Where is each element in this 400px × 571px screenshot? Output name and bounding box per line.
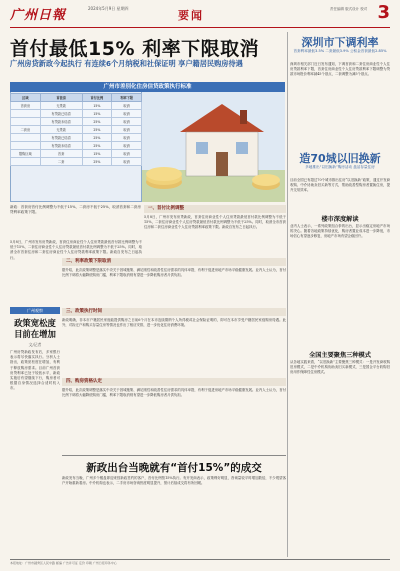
table-cell: 有贷款未结清 [40, 118, 82, 126]
body-text: 5月8日，广州市发布房贷新政，首套住房商业性个人住房贷款最低首付款比例调整为不低于15%，二套住房商业性个人住房贷款最低首付款比例调整为不低于25%。同时，取消全市首套住房和二套住房商业性个人住房贷款利率政策下限。新政自发布之日起执行。 [144, 215, 286, 230]
table-cell: 15% [82, 150, 112, 158]
table-cell: 取消 [112, 142, 142, 150]
table-cell: 15% [82, 102, 112, 110]
table-cell: 取消 [112, 134, 142, 142]
table-row [11, 142, 142, 150]
section-subtitle: 二、利率政策下限取消 [62, 258, 286, 266]
footer-rule [10, 559, 390, 560]
table-header: 首套房 [40, 94, 82, 102]
newspaper-logo: 广州日報 [10, 8, 67, 23]
table-caption: 新政：首套房首付比例调整为不低于15%，二套房不低于25%，取消首套和二套房贷利率政策下限。 [10, 205, 141, 215]
sidebar-text: 业内人士表示，一系列政策组合拳的出台，显示出稳定房地产市场的决心。随着各地政策持续优化，购房者置业成本进一步降低，市场信心有望逐步修复，房地产市场有望企稳回升。 [290, 224, 390, 239]
policy-table [10, 93, 142, 166]
body-text: 据介绍，此次政策调整是落实中央关于因城施策、满足刚性和改善性住房需求的具体举措，有利于促进房地产市场平稳健康发展。业内人士认为，首付比例下调将大幅降低购房门槛，利率下限取消则有望进一步降低购房者月供负担。 [62, 268, 286, 278]
body-text: 据介绍，此次政策调整是落实中央关于因城施策、满足刚性和改善性住房需求的具体举措，有利于促进房地产市场平稳健康发展。业内人士认为，首付比例下调将大幅降低购房门槛，利率下限取消则有望进一步降低购房者月供负担。 [62, 388, 286, 398]
table-header: 首付比例 [82, 94, 112, 102]
table-cell [11, 134, 41, 142]
sidebar-text-trade-in: 目前全国已有超过70个城市推出住房“以旧换新”政策，通过开发商收购、中介协助卖旧买新等方式，帮助改善型购房者置换住房，提升交易效率。 [290, 178, 390, 193]
table-cell: 有贷款已结清 [40, 110, 82, 118]
table-cell: 25% [82, 158, 112, 166]
table-cell [11, 118, 41, 126]
main-subhead: 广州房贷新政今起执行 有连续6个月纳税和社保证明 享户籍居民购房待遇 [10, 59, 243, 68]
sidebar-text-shenzhen: 深圳市相关部门近日发布通知，下调首套和二套住房商业性个人住房贷款利率下限，首套住房商业性个人住房贷款利率下限调整为贷款市场报价利率减45个基点，二套调整为减5个基点。 [290, 62, 390, 77]
table-cell: 首套 [40, 150, 82, 158]
editors-credit: 责任编辑 版式设计 校对 [330, 7, 368, 11]
table-cell: 取消 [112, 102, 142, 110]
sidebar-title: 楼市深度解读 [321, 216, 359, 223]
table-row [11, 134, 142, 142]
table-row [11, 126, 142, 134]
commentary-author: 文/记者 [28, 342, 42, 347]
sidebar-title: 全国主要聚焦三种模式 [309, 352, 371, 359]
section-subtitle: 四、购房资格认定 [62, 378, 286, 386]
table-row [11, 158, 142, 166]
sidebar-text: 从各地实践来看，“以旧换新”主要聚焦三种模式：一是开发商收购旧房模式，二是中介机构协助卖旧买新模式，三是国企平台收购旧房用作保障性住房模式。 [290, 360, 390, 375]
table-cell: 无贷款 [40, 126, 82, 134]
column-divider [287, 32, 288, 557]
commentary-title: 政策宽松度目前在增加 [14, 318, 56, 339]
table-cell: 取消 [112, 126, 142, 134]
table-cell: 首套房 [11, 102, 41, 110]
table-header: 区域 [11, 94, 41, 102]
table-cell: 取消 [112, 118, 142, 126]
table-cell [11, 110, 41, 118]
table-cell: 无贷款 [40, 102, 82, 110]
table-cell: 取消 [112, 110, 142, 118]
table-title: 广州市差别化住房信贷政策执行标准 [10, 82, 285, 92]
table-cell: 有贷款未结清 [40, 142, 82, 150]
table-row [11, 102, 142, 110]
section-subtitle: 三、政策执行时间 [62, 308, 286, 316]
masthead-rule [10, 27, 390, 28]
table-cell [11, 142, 41, 150]
commentary-text: 广州房贷新政发布后，多家银行表示将尽快落实执行。分析人士指出，政策宽松度在增加，有利于释放购房需求。目前广州首套房贷利率已处于较低水平，新政实施后有望继续下行，购房者可根据自身情况选择合适时机入市。 [10, 350, 60, 391]
column-tag: 广州观察 [10, 307, 60, 314]
sidebar-subhead-trade-in: 多地推出“以旧换新”购房活动 盘活存量住房 [305, 165, 375, 169]
table-row [11, 150, 142, 158]
table-cell: 二套 [40, 158, 82, 166]
bottom-text: 新政发布当晚，广州多个楼盘即迎来按新政签约的客户，首付比例按15%执行。有开发商表示，政策利好明显，咨询量较平时增加数倍，不少观望客户开始重新看房。中介机构也表示，二手房市场咨询热度明显提升，预计后续成交将有所回暖。 [62, 476, 286, 486]
body-text: 新政明确，非本市户籍居民家庭能提供购房之日前6个月在本市连续缴纳个人所得税或社会保险证明的，即可在本市享受户籍居民家庭购房待遇。此外，对拆迁户和购买存量住房等情况也作出了相应安排，进一步优化住房消费环境。 [62, 318, 286, 328]
table-body [11, 102, 142, 166]
section-subtitle: 一、首付比例调整 [144, 205, 286, 213]
house-illustration [142, 92, 285, 202]
table-row [11, 118, 142, 126]
issue-date: 2024年5月9日 星期四 [88, 6, 129, 11]
table-cell: 取消 [112, 158, 142, 166]
sidebar-headline-shenzhen: 深圳市下调利率 [301, 36, 379, 49]
table-cell: 25% [82, 134, 112, 142]
table-cell: 二套房 [11, 126, 41, 134]
footer: 本报地址：广州市越秀区人民中路 邮编 广告许可证 定价 印刷 广州日报印务中心 [10, 561, 117, 565]
table-cell [11, 158, 41, 166]
page-number: 3 [377, 2, 390, 23]
section-name: 要闻 [178, 9, 204, 22]
table-cell: 25% [82, 118, 112, 126]
lead-text: 5月8日，广州市发布房贷新政，首套住房商业性个人住房贷款最低首付款比例调整为不低于15%，二套住房商业性个人住房贷款最低首付款比例调整为不低于25%。同时，取消全市首套住房和二套住房商业性个人住房贷款利率政策下限。新政自发布之日起执行。 [10, 240, 142, 260]
divider [62, 455, 286, 456]
table-row [11, 110, 142, 118]
sidebar-subhead-shenzhen: 首套利率最低3.5% 二套最低3.9% 公积金首套最低2.85% [293, 49, 387, 53]
bottom-headline: 新政出台当晚就有“首付15%”的成交 [86, 462, 262, 474]
table-cell: 限购区域 [11, 150, 41, 158]
table-cell: 25% [82, 142, 112, 150]
table-header: 利率下限 [112, 94, 142, 102]
main-headline: 首付最低15% 利率下限取消 [10, 38, 260, 60]
table-cell: 25% [82, 126, 112, 134]
table-cell: 取消 [112, 150, 142, 158]
table-cell: 15% [82, 110, 112, 118]
masthead [10, 4, 390, 28]
sidebar-headline-trade-in: 造70城以旧换新 [299, 152, 381, 165]
table-cell: 有贷款已结清 [40, 134, 82, 142]
